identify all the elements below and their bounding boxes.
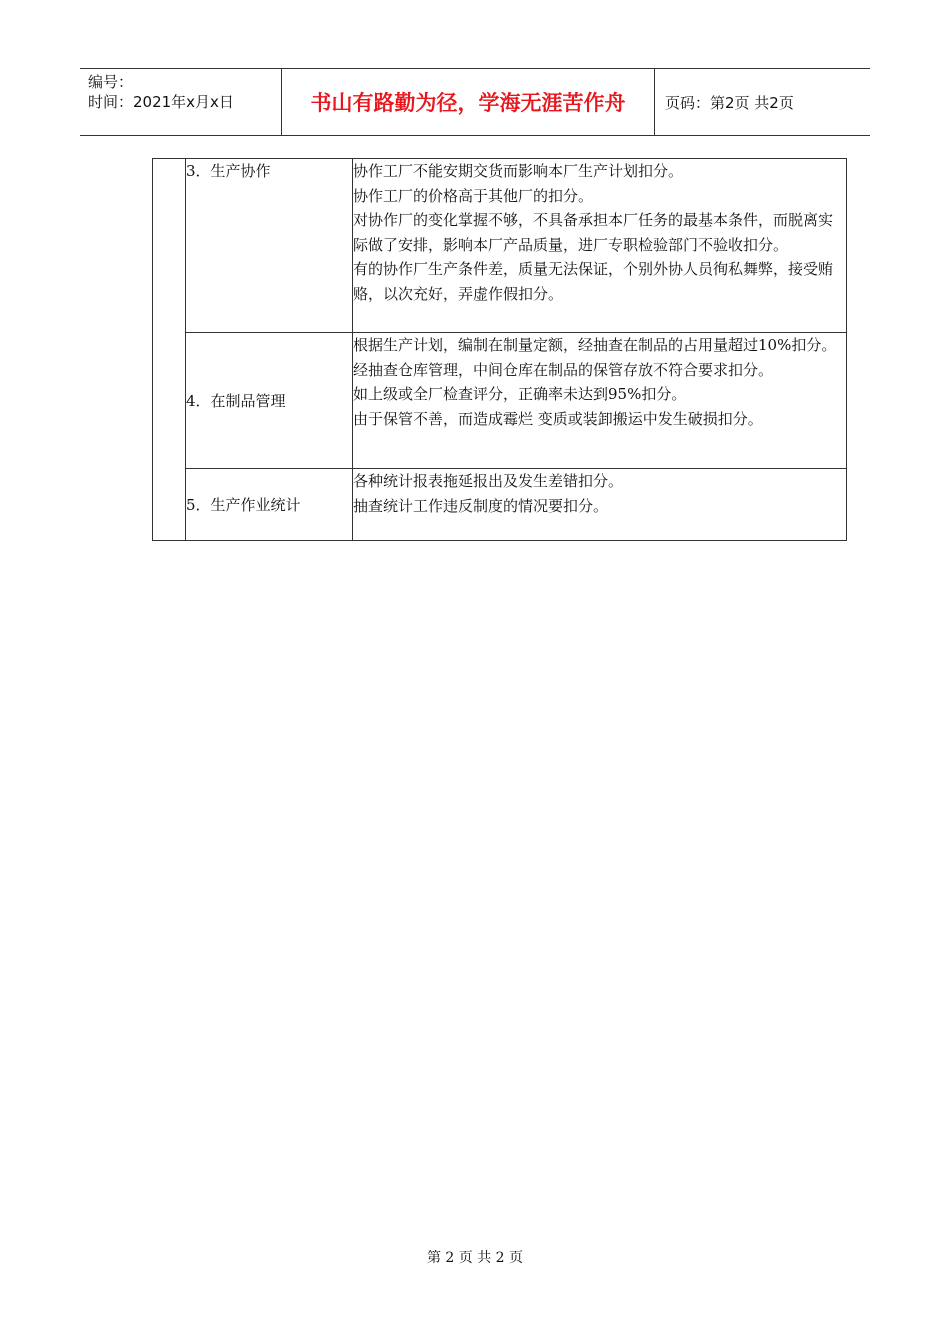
description-line: 各种统计报表拖延报出及发生差错扣分。 (353, 472, 624, 490)
description-line: 协作工厂不能安期交货而影响本厂生产计划扣分。 (353, 162, 684, 180)
header-motto: 书山有路勤为径，学海无涯苦作舟 (282, 69, 655, 135)
item-description (353, 469, 847, 541)
page-header (80, 68, 870, 136)
table-row (153, 469, 847, 541)
table-row (153, 159, 847, 333)
item-name: 4．在制品管理 (186, 333, 353, 469)
description-line: 经抽查仓库管理，中间仓库在制品的保管存放不符合要求扣分。 (353, 360, 774, 379)
header-page-label: 页码：第2页 共2页 (665, 93, 794, 112)
header-meta (80, 69, 282, 135)
description-line: 有的协作厂生产条件差，质量无法保证，个别外协人员徇私舞弊，接受贿赂，以次充好，弄虚作假扣分。 (353, 260, 834, 303)
item-name: 3．生产协作 (186, 159, 353, 333)
description-line: 对协作厂的变化掌握不够，不具备承担本厂任务的最基本条件，而脱离实际做了安排，影响本厂产品质量，进厂专职检验部门不验收扣分。 (353, 211, 834, 254)
page-footer: 第 2 页 共 2 页 (426, 1250, 524, 1266)
description-line: 抽查统计工作违反制度的情况要扣分。 (353, 496, 609, 515)
description-line: 如上级或全厂检查评分，正确率未达到95%扣分。 (353, 385, 687, 403)
category-cell (153, 159, 186, 541)
description-line: 由于保管不善，而造成霉烂 变质或装卸搬运中发生破损扣分。 (353, 409, 763, 428)
item-name: 5．生产作业统计 (186, 469, 353, 541)
description-line: 根据生产计划，编制在制量定额，经抽查在制品的占用量超过10%扣分。 (353, 336, 837, 354)
date-label: 时间：2021年x月x日 (88, 93, 234, 111)
assessment-table (152, 158, 847, 541)
serial-label: 编号： (88, 73, 134, 91)
description-line: 协作工厂的价格高于其他厂的扣分。 (353, 186, 594, 205)
item-description (353, 159, 847, 333)
item-description (353, 333, 847, 469)
table-row (153, 333, 847, 469)
